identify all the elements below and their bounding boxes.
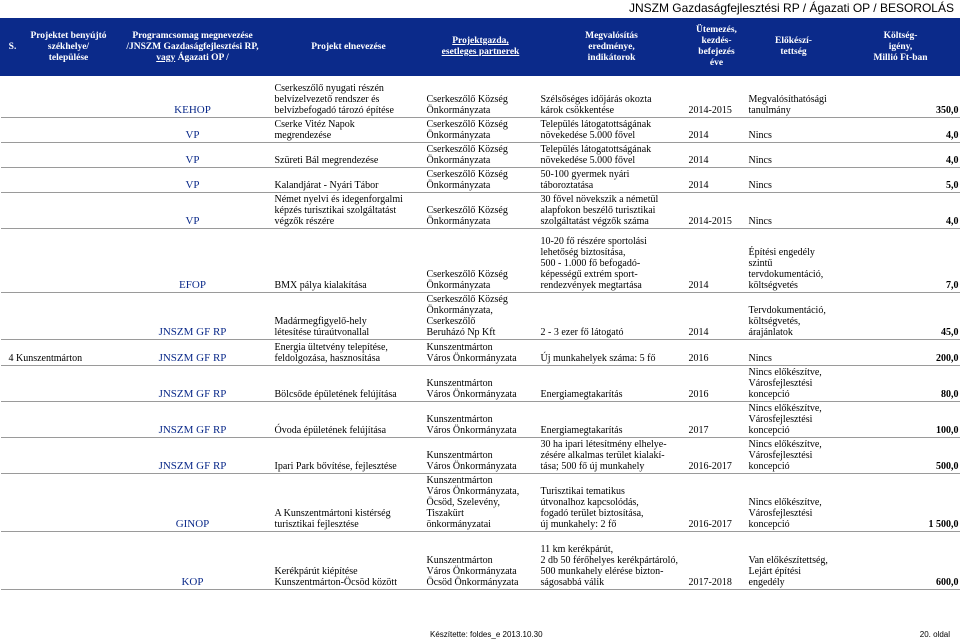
cell-empty — [1, 402, 25, 438]
cell-prep: Van előkészítettség, Lejárt építési engedély — [747, 532, 841, 590]
cell-cost: 4,0 — [841, 143, 960, 168]
cell-result: Település látogatottságának növekedése 5.000 fővel — [537, 143, 687, 168]
cell-project: Cserke Vitéz Napok megrendezése — [273, 118, 425, 143]
cell-year: 2014 — [687, 293, 747, 340]
table-row — [1, 293, 960, 340]
cell-beneficiary — [25, 438, 113, 474]
cell-result: 50-100 gyermek nyári táboroztatása — [537, 168, 687, 193]
group-number: 4 — [8, 353, 14, 364]
cell-program: GINOP — [113, 474, 273, 532]
cell-owner: Cserkeszőlő Község Önkormányzata, Cserkeszőlő Beruházó Np Kft — [425, 293, 537, 340]
cell-cost: 4,0 — [841, 193, 960, 229]
cell-prep: Nincs — [747, 340, 841, 366]
cell-cost: 45,0 — [841, 293, 960, 340]
cell-project: Szüreti Bál megrendezése — [273, 143, 425, 168]
cell-year: 2016 — [687, 366, 747, 402]
cell-beneficiary — [25, 402, 113, 438]
cell-year: 2014 — [687, 118, 747, 143]
cell-beneficiary — [25, 118, 113, 143]
cell-cost: 1 500,0 — [841, 474, 960, 532]
document-title: JNSZM Gazdaságfejlesztési RP / Ágazati OP / BESOROLÁS — [628, 1, 954, 15]
cell-year: 2014 — [687, 143, 747, 168]
col-header-owner: Projektgazda, esetleges partnerek — [425, 19, 537, 76]
table-header-row — [1, 19, 960, 76]
vagy-link[interactable]: vagy — [156, 52, 176, 63]
cell-cost: 350,0 — [841, 76, 960, 118]
table-row — [1, 118, 960, 143]
cell-owner: Cserkeszőlő Község Önkormányzata — [425, 229, 537, 293]
cell-program: EFOP — [113, 229, 273, 293]
col-header-s: S. — [1, 19, 25, 76]
cell-owner: Kunszentmárton Város Önkormányzata — [425, 402, 537, 438]
cell-prep: Nincs előkészítve, Városfejlesztési koncepció — [747, 474, 841, 532]
cell-result: Szélsőséges időjárás okozta károk csökkentése — [537, 76, 687, 118]
cell-cost: 100,0 — [841, 402, 960, 438]
cell-year: 2016-2017 — [687, 438, 747, 474]
cell-beneficiary — [25, 76, 113, 118]
cell-program: JNSZM GF RP — [113, 340, 273, 366]
cell-owner: Kunszentmárton Város Önkormányzata — [425, 366, 537, 402]
cell-project: BMX pálya kialakítása — [273, 229, 425, 293]
cell-empty — [1, 532, 25, 590]
cell-prep: Megvalósíthatósági tanulmány — [747, 76, 841, 118]
cell-year: 2014-2015 — [687, 76, 747, 118]
cell-project: Madármegfigyelő-hely létesítése túraútvonallal — [273, 293, 425, 340]
cell-beneficiary — [25, 532, 113, 590]
cell-year: 2014-2015 — [687, 193, 747, 229]
col-header-prep: Előkészí- tettség — [747, 19, 841, 76]
table-row — [1, 193, 960, 229]
cell-program: VP — [113, 193, 273, 229]
cell-empty — [1, 438, 25, 474]
cell-empty — [1, 193, 25, 229]
table-row — [1, 532, 960, 590]
cell-prep: Nincs — [747, 193, 841, 229]
cell-program: JNSZM GF RP — [113, 402, 273, 438]
cell-owner: Cserkeszőlő Község Önkormányzata — [425, 143, 537, 168]
cell-cost: 80,0 — [841, 366, 960, 402]
cell-owner: Cserkeszőlő Község Önkormányzata — [425, 193, 537, 229]
table-row — [1, 438, 960, 474]
cell-cost: 7,0 — [841, 229, 960, 293]
cell-prep: Nincs előkészítve, Városfejlesztési koncepció — [747, 438, 841, 474]
cell-cost: 5,0 — [841, 168, 960, 193]
table-row — [1, 474, 960, 532]
header-line — [0, 0, 960, 18]
cell-project: Ipari Park bővítése, fejlesztése — [273, 438, 425, 474]
cell-empty — [1, 118, 25, 143]
cell-program: JNSZM GF RP — [113, 366, 273, 402]
cell-project: A Kunszentmártoni kistérség turisztikai fejlesztése — [273, 474, 425, 532]
cell-project: Cserkeszőlő nyugati részén belvízelvezető rendszer és belvízbefogadó tározó építése — [273, 76, 425, 118]
cell-program: VP — [113, 143, 273, 168]
cell-beneficiary — [25, 366, 113, 402]
cell-owner: Kunszentmárton Város Önkormányzata — [425, 340, 537, 366]
cell-empty — [1, 168, 25, 193]
footer-page: 20. oldal — [919, 630, 950, 639]
cell-project: Német nyelvi és idegenforgalmi képzés turisztikai szolgáltatást végzők részére — [273, 193, 425, 229]
cell-prep: Nincs — [747, 143, 841, 168]
cell-year: 2016 — [687, 340, 747, 366]
cell-project: Bölcsőde épületének felújítása — [273, 366, 425, 402]
cell-prep: Nincs előkészítve, Városfejlesztési koncepció — [747, 402, 841, 438]
cell-cost: 200,0 — [841, 340, 960, 366]
col-header-cost: Költség- igény, Millió Ft-ban — [841, 19, 960, 76]
cell-empty — [1, 366, 25, 402]
group-name: Kunszentmárton — [16, 353, 83, 364]
cell-result: Energiamegtakarítás — [537, 402, 687, 438]
cell-cost: 500,0 — [841, 438, 960, 474]
cell-program: KOP — [113, 532, 273, 590]
table-row — [1, 168, 960, 193]
cell-result: 2 - 3 ezer fő látogató — [537, 293, 687, 340]
footer-author: Készítette: foldes_e 2013.10.30 — [430, 630, 543, 639]
cell-year: 2017-2018 — [687, 532, 747, 590]
project-table — [0, 18, 960, 590]
cell-empty — [1, 143, 25, 168]
cell-project: Energia ültetvény telepítése, feldolgozása, hasznosítása — [273, 340, 425, 366]
cell-year: 2017 — [687, 402, 747, 438]
cell-project: Kalandjárat - Nyári Tábor — [273, 168, 425, 193]
cell-prep: Nincs — [747, 118, 841, 143]
cell-owner: Cserkeszőlő Község Önkormányzata — [425, 118, 537, 143]
cell-year: 2014 — [687, 168, 747, 193]
cell-program: KEHOP — [113, 76, 273, 118]
table-body — [1, 76, 960, 590]
cell-result: 11 km kerékpárút, 2 db 50 férőhelyes kerékpártároló, 500 munkahely elérése bizton- ságosabbá válik — [537, 532, 687, 590]
cell-owner: Cserkeszőlő Község Önkormányzata — [425, 76, 537, 118]
cell-year: 2014 — [687, 229, 747, 293]
cell-project: Kerékpárút kiépítése Kunszentmárton-Öcsöd között — [273, 532, 425, 590]
cell-beneficiary — [25, 229, 113, 293]
cell-result: Energiamegtakarítás — [537, 366, 687, 402]
cell-result: 30 fővel növekszik a németül alapfokon beszélő turisztikai szolgáltatást végzők száma — [537, 193, 687, 229]
cell-prep: Nincs — [747, 168, 841, 193]
col-header-beneficiary: Projektet benyújtó székhelye/ települése — [25, 19, 113, 76]
cell-beneficiary — [25, 474, 113, 532]
cell-result: Új munkahelyek száma: 5 fő — [537, 340, 687, 366]
cell-empty — [1, 76, 25, 118]
cell-owner: Kunszentmárton Város Önkormányzata Öcsöd Önkormányzata — [425, 532, 537, 590]
cell-prep: Nincs előkészítve, Városfejlesztési koncepció — [747, 366, 841, 402]
cell-result: 30 ha ipari létesítmény elhelye- zésére alkalmas terület kialakí- tása; 500 fő új munkahely — [537, 438, 687, 474]
col-header-year: Ütemezés, kezdés- befejezés éve — [687, 19, 747, 76]
cell-beneficiary — [25, 143, 113, 168]
cell-cost: 600,0 — [841, 532, 960, 590]
col-header-project-name: Projekt elnevezése — [273, 19, 425, 76]
cell-result: Turisztikai tematikus útvonalhoz kapcsolódás, fogadó terület biztosítása, új munkahely: 2 fő — [537, 474, 687, 532]
cell-empty — [1, 229, 25, 293]
cell-beneficiary — [25, 168, 113, 193]
cell-program: JNSZM GF RP — [113, 293, 273, 340]
cell-owner: Kunszentmárton Város Önkormányzata, Öcsöd, Szelevény, Tiszakürt önkormányzatai — [425, 474, 537, 532]
col-header-results: Megvalósítás eredménye, indikátorok — [537, 19, 687, 76]
cell-result: Település látogatottságának növekedése 5.000 fővel — [537, 118, 687, 143]
cell-program: JNSZM GF RP — [113, 438, 273, 474]
cell-beneficiary — [25, 193, 113, 229]
cell-beneficiary — [25, 293, 113, 340]
cell-beneficiary — [7, 340, 95, 366]
cell-program: VP — [113, 168, 273, 193]
cell-empty — [1, 474, 25, 532]
cell-cost: 4,0 — [841, 118, 960, 143]
table-row — [1, 76, 960, 118]
col-header-program: Programcsomag megnevezése /JNSZM Gazdaságfejlesztési RP, vagy Ágazati OP / — [113, 19, 273, 76]
cell-year: 2016-2017 — [687, 474, 747, 532]
table-row — [1, 229, 960, 293]
table-row — [1, 143, 960, 168]
cell-owner: Cserkeszőlő Község Önkormányzata — [425, 168, 537, 193]
cell-prep: Tervdokumentáció, költségvetés, árajánlatok — [747, 293, 841, 340]
table-row — [1, 402, 960, 438]
cell-empty — [1, 293, 25, 340]
cell-project: Óvoda épületének felújítása — [273, 402, 425, 438]
cell-prep: Építési engedély szintű tervdokumentáció, költségvetés — [747, 229, 841, 293]
table-row — [1, 366, 960, 402]
cell-owner: Kunszentmárton Város Önkormányzata — [425, 438, 537, 474]
cell-program: VP — [113, 118, 273, 143]
table-row — [1, 340, 960, 366]
cell-result: 10-20 fő részére sportolási lehetőség biztosítása, 500 - 1.000 fő befogadó- képességű extrém sport- rendezvények megtartása — [537, 229, 687, 293]
